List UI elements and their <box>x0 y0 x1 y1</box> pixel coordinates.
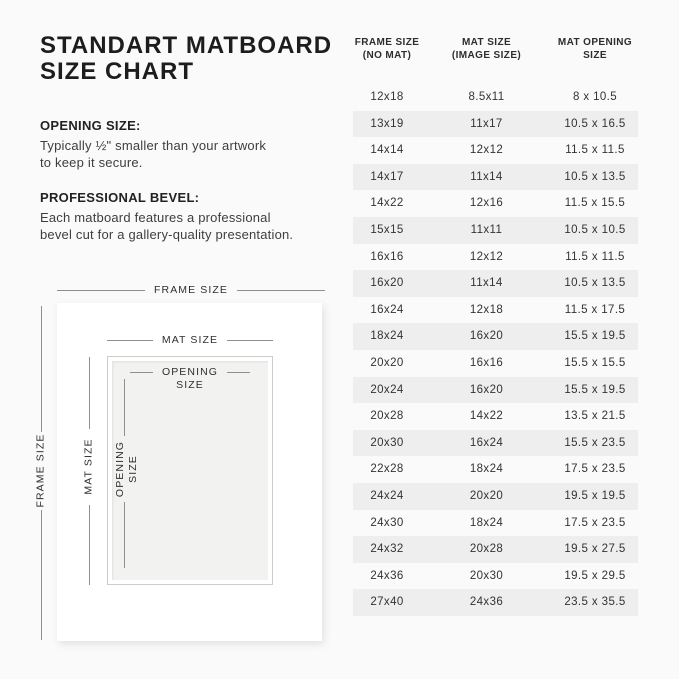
opening-size-label-text <box>153 366 227 392</box>
mat-size-cell: 11x14 <box>470 170 503 183</box>
column-header-mat-size <box>421 37 552 62</box>
mat-size-dimension-label-vertical: MAT SIZE <box>82 438 95 495</box>
opening-size-dimension-label-horizontal <box>130 366 250 392</box>
mat-opening-cell: 17.5 x 23.5 <box>564 516 626 529</box>
table-row <box>353 270 638 297</box>
mat-opening-cell: 19.5 x 29.5 <box>564 569 626 582</box>
frame-size-label-text: FRAME SIZE <box>154 284 229 296</box>
mat-size-cell: 18x24 <box>469 516 504 529</box>
column-header-mat-size-line1: MAT SIZE <box>461 37 512 48</box>
table-row <box>353 456 638 483</box>
frame-size-cell: 14x17 <box>370 170 404 183</box>
size-table <box>353 37 638 616</box>
mat-size-cell: 8.5x11 <box>468 91 505 103</box>
table-row <box>353 350 638 377</box>
table-row <box>353 510 638 537</box>
opening-size-label-line2: SIZE <box>176 379 204 391</box>
mat-size-cell: 12x16 <box>469 197 504 210</box>
mat-size-vertical-line-top <box>89 357 90 429</box>
mat-opening-cell: 10.5 x 16.5 <box>564 117 626 130</box>
frame-size-vertical-line-top <box>41 306 42 432</box>
frame-size-dimension-label-vertical: FRAME SIZE <box>34 433 47 508</box>
mat-opening-cell: 11.5 x 15.5 <box>564 197 626 210</box>
column-header-mat-opening-line2: SIZE <box>583 49 607 61</box>
mat-opening-cell: 13.5 x 21.5 <box>564 410 626 423</box>
mat-size-vertical-line-bottom <box>89 505 90 585</box>
professional-bevel-desc-line2: bevel cut for a gallery-quality presentation. <box>40 226 294 242</box>
table-row <box>353 137 638 164</box>
frame-size-cell: 24x32 <box>370 543 404 556</box>
mat-size-cell: 11x17 <box>470 117 503 130</box>
mat-size-cell: 20x30 <box>469 569 504 582</box>
frame-size-cell: 24x30 <box>370 516 404 529</box>
table-row <box>353 563 638 590</box>
mat-size-cell: 16x20 <box>469 330 504 343</box>
mat-opening-cell: 23.5 x 35.5 <box>564 596 626 609</box>
table-row <box>353 589 638 616</box>
frame-size-cell: 20x24 <box>370 383 404 396</box>
size-table-header <box>353 37 638 62</box>
page-title <box>40 33 332 85</box>
mat-opening-cell: 17.5 x 23.5 <box>564 463 626 476</box>
opening-size-section <box>40 118 340 171</box>
frame-size-cell: 14x14 <box>370 144 404 157</box>
mat-opening-cell: 15.5 x 23.5 <box>564 436 626 449</box>
mat-size-cell: 20x20 <box>469 489 504 502</box>
mat-size-cell: 11x14 <box>470 277 503 290</box>
frame-size-cell: 16x20 <box>370 277 404 290</box>
frame-size-dimension-label-horizontal <box>57 284 325 297</box>
mat-opening-cell: 11.5 x 11.5 <box>565 144 625 157</box>
table-row <box>353 323 638 350</box>
table-row <box>353 190 638 217</box>
opening-size-vertical-line1: OPENING <box>114 440 126 498</box>
mat-size-cell: 12x12 <box>469 144 504 157</box>
mat-size-cell: 24x36 <box>469 596 504 609</box>
table-row <box>353 84 638 111</box>
opening-size-heading: OPENING SIZE: <box>40 118 141 133</box>
frame-size-cell: 24x36 <box>370 569 404 582</box>
column-header-mat-opening-line1: MAT OPENING <box>557 37 633 48</box>
frame-size-cell: 16x16 <box>370 250 404 263</box>
opening-size-vertical-line-bottom <box>124 502 125 568</box>
size-table-body <box>353 84 638 616</box>
frame-size-cell: 13x19 <box>370 117 404 130</box>
mat-size-cell: 16x24 <box>469 436 504 449</box>
table-row <box>353 111 638 138</box>
opening-size-vertical-line2: SIZE <box>127 455 139 483</box>
mat-size-cell: 11x11 <box>470 223 503 236</box>
mat-opening-cell: 10.5 x 13.5 <box>564 277 626 290</box>
column-header-mat-opening <box>552 37 638 62</box>
table-row <box>353 430 638 457</box>
professional-bevel-desc-line1: Each matboard features a professional <box>40 210 271 225</box>
table-row <box>353 297 638 324</box>
frame-size-cell: 22x28 <box>370 463 404 476</box>
page-title-line1: STANDART MATBOARD <box>40 32 333 59</box>
professional-bevel-heading: PROFESSIONAL BEVEL: <box>40 190 200 205</box>
column-header-frame-size-line2: (NO MAT) <box>362 49 412 61</box>
column-header-mat-size-line2: (IMAGE SIZE) <box>451 49 522 61</box>
table-row <box>353 217 638 244</box>
frame-size-cell: 20x28 <box>370 410 404 423</box>
table-row <box>353 536 638 563</box>
opening-size-vertical-line-top <box>124 379 125 436</box>
mat-size-cell: 16x20 <box>469 383 504 396</box>
frame-size-cell: 18x24 <box>370 330 404 343</box>
frame-size-cell: 14x22 <box>370 197 404 210</box>
mat-opening-cell: 10.5 x 10.5 <box>564 223 626 236</box>
page-title-line2: SIZE CHART <box>40 58 194 85</box>
frame-size-cell: 20x20 <box>370 356 404 369</box>
mat-size-cell: 18x24 <box>469 463 504 476</box>
mat-size-dimension-label-horizontal <box>107 334 273 347</box>
frame-size-cell: 20x30 <box>370 436 404 449</box>
table-row <box>353 244 638 271</box>
opening-size-label-line1: OPENING <box>161 366 219 378</box>
table-row <box>353 403 638 430</box>
frame-size-cell: 27x40 <box>370 596 404 609</box>
table-row <box>353 483 638 510</box>
mat-size-cell: 14x22 <box>469 410 504 423</box>
frame-size-cell: 15x15 <box>370 223 404 236</box>
mat-opening-cell: 15.5 x 15.5 <box>564 356 626 369</box>
mat-opening-cell: 8 x 10.5 <box>572 91 618 103</box>
column-header-frame-size-line1: FRAME SIZE <box>354 37 420 48</box>
table-row <box>353 377 638 404</box>
mat-opening-cell: 15.5 x 19.5 <box>564 383 626 396</box>
frame-size-vertical-line-bottom <box>41 510 42 640</box>
frame-size-cell: 24x24 <box>370 489 404 502</box>
frame-size-cell: 12x18 <box>370 91 404 103</box>
mat-opening-cell: 10.5 x 13.5 <box>564 170 626 183</box>
mat-opening-cell: 19.5 x 27.5 <box>564 543 626 556</box>
opening-size-desc-line1: Typically ½" smaller than your artwork <box>40 138 267 153</box>
mat-size-cell: 16x16 <box>469 356 504 369</box>
table-row <box>353 164 638 191</box>
column-header-frame-size <box>353 37 421 62</box>
frame-size-cell: 16x24 <box>370 303 404 316</box>
mat-opening-cell: 11.5 x 17.5 <box>564 303 626 316</box>
mat-opening-cell: 15.5 x 19.5 <box>564 330 626 343</box>
mat-opening-cell: 11.5 x 11.5 <box>565 250 625 263</box>
opening-size-desc-line2: to keep it secure. <box>40 154 143 170</box>
mat-size-cell: 20x28 <box>469 543 504 556</box>
mat-size-cell: 12x18 <box>469 303 504 316</box>
mat-opening-cell: 19.5 x 19.5 <box>564 489 626 502</box>
opening-size-dimension-label-vertical <box>114 434 140 504</box>
mat-size-label-text: MAT SIZE <box>161 334 219 346</box>
professional-bevel-section <box>40 190 340 243</box>
mat-size-cell: 12x12 <box>469 250 504 263</box>
